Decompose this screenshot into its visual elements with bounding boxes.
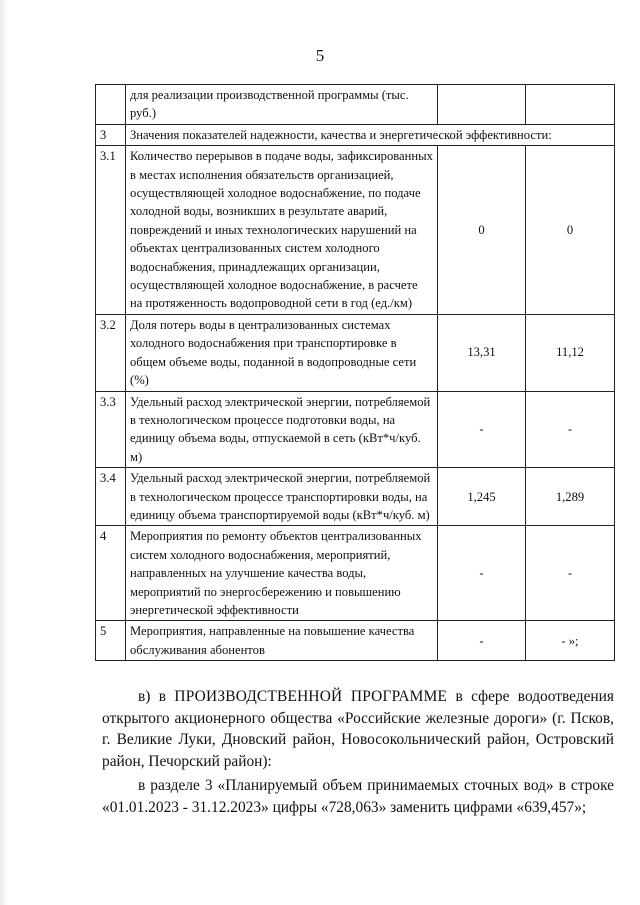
row-value-1: 13,31 [438,314,526,391]
row-value-2: 0 [526,146,615,315]
row-value-1: - [438,621,526,661]
row-value-2: - [526,391,615,468]
row-value-1: - [438,391,526,468]
row-value-2: - »; [526,621,615,661]
row-number: 3.2 [96,314,126,391]
paragraph-v [102,686,614,772]
table-row [96,526,615,621]
row-value-1 [438,85,526,125]
row-text: Количество перерывов в подаче воды, зафиксированных в местах исполнения обязательств организацией, осуществляющей холодное водоснабжение, по подаче холодной воды, возникших в результате аварий, повреждений и иных технологических нарушений на объектах централизованных систем холодного водоснабжения, принадлежащих организации, осуществляющей холодное водоснабжение, в расчете на протяженность водопроводной сети в год (ед./км) [126,146,438,315]
row-text: Мероприятия по ремонту объектов централизованных систем холодного водоснабжения, мероприятий, направленных на улучшение качества воды, мероприятий по энергосбережению и повышению энергетической эффективности [126,526,438,621]
table-row [96,391,615,468]
row-text: для реализации производственной программы (тыс. руб.) [126,85,438,125]
row-text: Удельный расход электрической энергии, потребляемой в технологическом процессе транспортировки воды, на единицу объема транспортируемой воды (кВт*ч/куб. м) [126,468,438,526]
row-text: Доля потерь воды в централизованных системах холодного водоснабжения при транспортировке в общем объеме воды, поданной в водопроводные сети (%) [126,314,438,391]
row-number: 3.1 [96,146,126,315]
row-number: 3 [96,124,126,145]
row-value-1: 0 [438,146,526,315]
page-number: 5 [315,46,325,65]
paragraph-amendment: в разделе 3 «Планируемый объем принимаемых сточных вод» в строке «01.01.2023 - 31.12.2023» цифры «728,063» заменить цифрами «639,457»; [102,777,614,816]
row-value-2: 11,12 [526,314,615,391]
row-value-2: 1,289 [526,468,615,526]
table-section-row [96,124,615,145]
program-title-caps: ПРОИЗВОДСТВЕННОЙ ПРОГРАММЕ [174,688,448,705]
table-row [96,146,615,315]
paragraph-v-text: в сфере водоотведения открытого акционерного общества «Российские железные дороги» (г. Псков, г. Великие Луки, Дновский район, Новосокольнический район, Островский район, Печорский район): [102,688,614,770]
row-text: Удельный расход электрической энергии, потребляемой в технологическом процессе подготовки воды, на единицу объема воды, отпускаемой в сеть (кВт*ч/куб. м) [126,391,438,468]
scan-edge [0,0,8,905]
row-value-1: - [438,526,526,621]
indicators-table [95,84,615,661]
section-title: Значения показателей надежности, качества и энергетической эффективности: [126,124,615,145]
row-value-2: - [526,526,615,621]
row-text: Мероприятия, направленные на повышение качества обслуживания абонентов [126,621,438,661]
row-number: 3.4 [96,468,126,526]
paragraph-v-prefix: в) в [138,688,167,705]
row-value-1: 1,245 [438,468,526,526]
row-number [96,85,126,125]
row-number: 5 [96,621,126,661]
table-row [96,621,615,661]
table-row [96,85,615,125]
table-row [96,314,615,391]
table-row [96,468,615,526]
row-number: 4 [96,526,126,621]
row-value-2 [526,85,615,125]
row-number: 3.3 [96,391,126,468]
